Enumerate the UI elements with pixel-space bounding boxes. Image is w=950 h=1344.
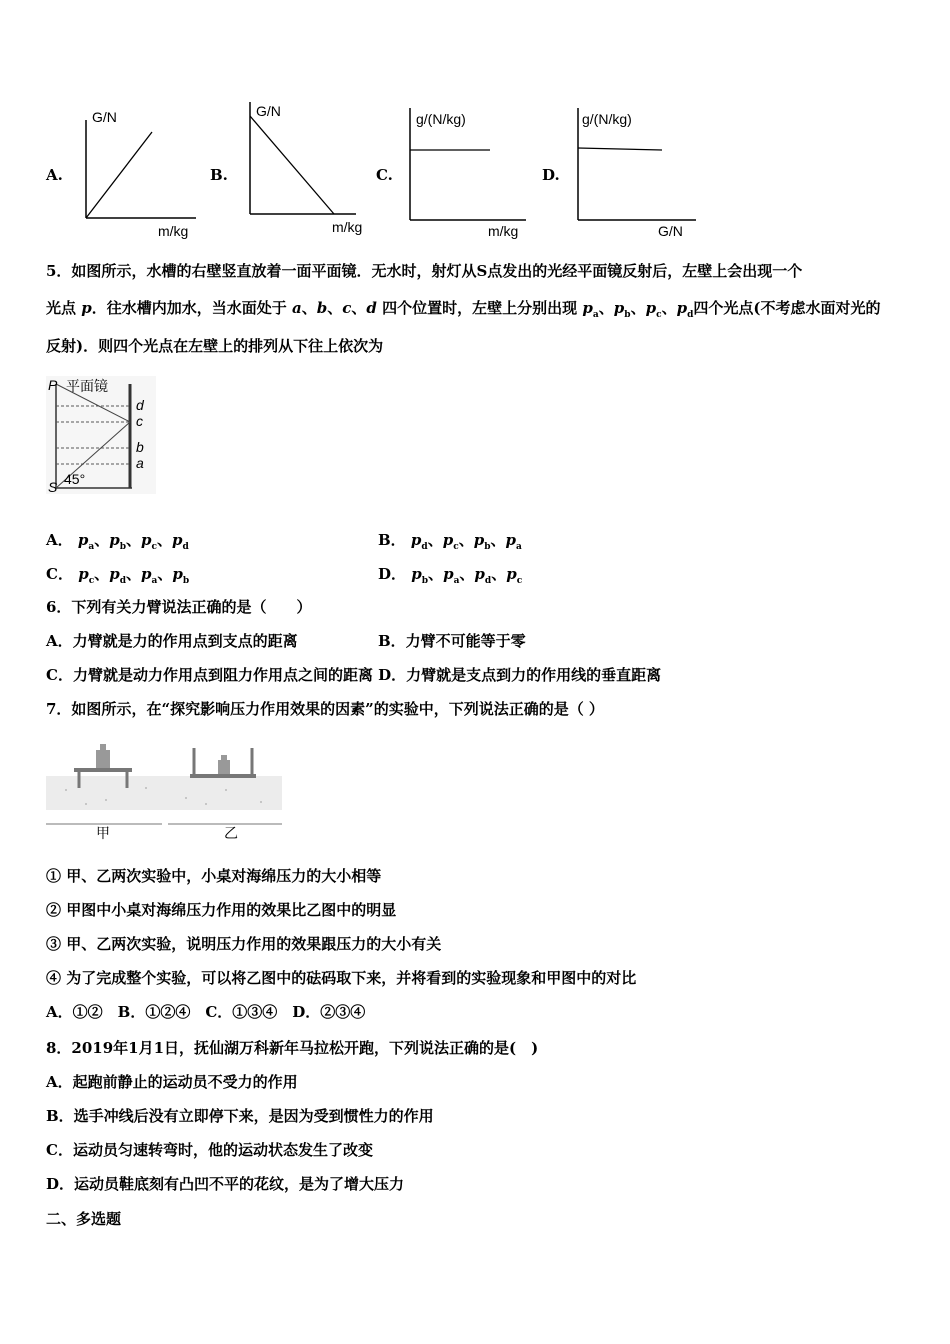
level-d: d — [136, 397, 144, 413]
fig-label-yi: 乙 — [224, 825, 238, 841]
mirror-label: 平面镜 — [66, 378, 108, 394]
graph-c-xlabel: m/kg — [488, 223, 519, 239]
p-label: P — [48, 377, 58, 393]
q5-line1: 5．如图所示，水槽的右壁竖直放着一面平面镜．无水时，射灯从S点发出的光经平面镜反射后，左壁上会出现一个 — [46, 262, 803, 280]
q6-option-cd: C．力臂就是动力作用点到阻力作用点之间的距离 D．力臂就是支点到力的作用线的垂直距离 — [46, 666, 662, 684]
q8-option-a: A．起跑前静止的运动员不受力的作用 — [46, 1073, 298, 1091]
q7-stem: 7．如图所示，在“探究影响压力作用效果的因素”的实验中，下列说法正确的是（ ） — [46, 700, 604, 718]
option-c-label: C. — [376, 166, 393, 184]
q8-option-d: D．运动员鞋底刻有凸凹不平的花纹，是为了增大压力 — [46, 1175, 405, 1193]
graph-a-ylabel: G/N — [92, 109, 117, 125]
q5-line3: 反射)．则四个光点在左壁上的排列从下往上依次为 — [46, 337, 384, 355]
q7-item-2: ② 甲图中小桌对海绵压力作用的效果比乙图中的明显 — [46, 901, 397, 919]
graph-b-xlabel: m/kg — [332, 219, 363, 235]
q5-tank-figure — [46, 376, 156, 494]
section-heading-multi-choice: 二、多选题 — [46, 1210, 122, 1228]
s-label: S — [48, 479, 58, 495]
q6-option-a: A．力臂就是力的作用点到支点的距离 — [46, 632, 298, 650]
q8-option-c: C．运动员匀速转弯时，他的运动状态发生了改变 — [46, 1141, 373, 1159]
fig-label-jia: 甲 — [96, 825, 110, 841]
graph-a-xlabel: m/kg — [158, 223, 189, 239]
q5-option-d: D． $p_b$、$p_a$、$p_d$、$p_c$ — [378, 565, 523, 586]
graph-c — [402, 104, 532, 244]
graph-b-ylabel: G/N — [256, 103, 281, 119]
option-a-label: A. — [46, 166, 63, 184]
graph-c-ylabel: g/(N/kg) — [416, 111, 466, 127]
q7-sponge-figure — [46, 730, 286, 842]
q5-line2: 光点 p．往水槽内加水，当水面处于 a、b、c、d 四个位置时，左壁上分别出现 $p_a$、$p_b$、$p_c$、$p_d$四个光点(不考虑水面对光的 — [46, 299, 881, 320]
q5-option-a: A． $p_a$、$p_b$、$p_c$、$p_d$ — [46, 531, 189, 552]
option-d-label: D. — [542, 166, 560, 184]
q7-options: A．①② B．①②④ C．①③④ D．②③④ — [46, 1003, 366, 1021]
level-a: a — [136, 455, 144, 471]
q6-option-b: B．力臂不可能等于零 — [378, 632, 526, 650]
graph-d — [570, 104, 700, 244]
q7-item-1: ① 甲、乙两次实验中，小桌对海绵压力的大小相等 — [46, 867, 382, 885]
graph-d-ylabel: g/(N/kg) — [582, 111, 632, 127]
level-c: c — [136, 413, 143, 429]
graph-d-xlabel: G/N — [658, 223, 683, 239]
graph-b — [238, 98, 368, 238]
q5-option-c: C． $p_c$、$p_d$、$p_a$、$p_b$ — [46, 565, 190, 586]
option-b-label: B. — [210, 166, 228, 184]
q8-stem: 8．2019年1月1日，抚仙湖万科新年马拉松开跑，下列说法正确的是( ) — [46, 1039, 539, 1057]
q7-item-4: ④ 为了完成整个实验，可以将乙图中的砝码取下来，并将看到的实验现象和甲图中的对比 — [46, 969, 637, 987]
q6-stem: 6．下列有关力臂说法正确的是（ ） — [46, 598, 312, 616]
angle-label: 45° — [64, 471, 86, 487]
graph-a — [72, 100, 202, 240]
q5-option-b: B． $p_d$、$p_c$、$p_b$、$p_a$ — [378, 531, 522, 552]
q8-option-b: B．选手冲线后没有立即停下来，是因为受到惯性力的作用 — [46, 1107, 434, 1125]
level-b: b — [136, 439, 144, 455]
q7-item-3: ③ 甲、乙两次实验，说明压力作用的效果跟压力的大小有关 — [46, 935, 442, 953]
